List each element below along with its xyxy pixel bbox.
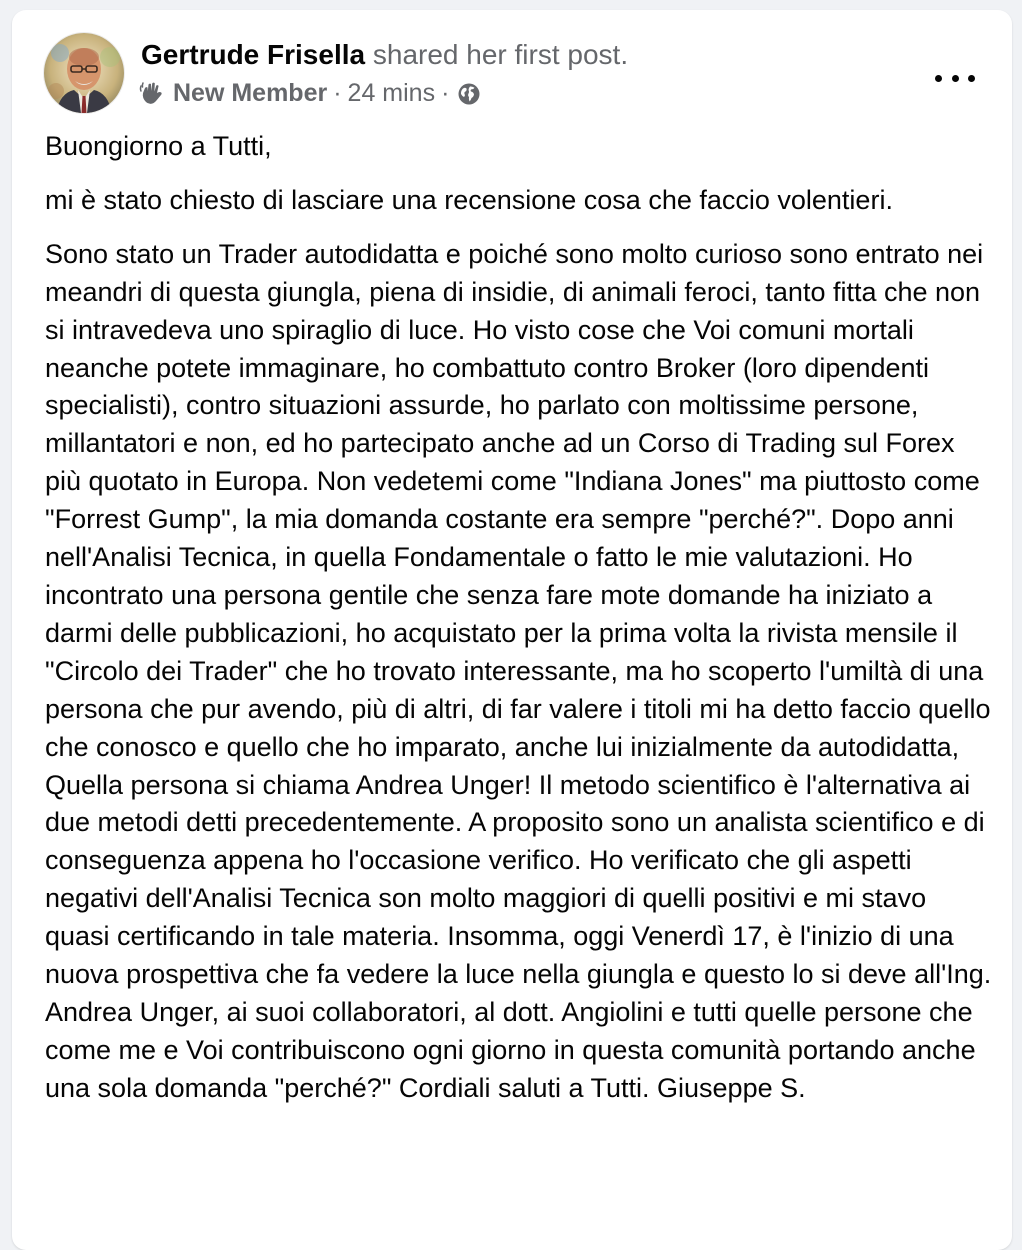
author-name[interactable]: Gertrude Frisella [141,39,366,70]
post-title-line [141,38,628,72]
waving-hand-icon [139,80,165,106]
post-card [12,10,1012,1250]
post-header [43,32,983,116]
post-paragraph: Sono stato un Trader autodidatta e poiché sono molto curioso sono entrato nei meandri di questa giungla, piena di insidie, di animali feroci, tanto fitta che non si intravedeva uno spiraglio di luce. Ho visto cose che Voi comuni mortali neanche potete immaginare, ho combattuto contro Broker (loro dipendenti specialisti), contro situazioni assurde, ho parlato con moltissime persone, millantatori e non, ed ho partecipato anche ad un Corso di Trading sul Forex più quotato in Europa. Non vedetemi come "Indiana Jones" ma piuttosto come "Forrest Gump", la mia domanda costante era sempre "perché?". Dopo anni nell'Analisi Tecnica, in quella Fondamentale o fatto le mie valutazioni. Ho incontrato una persona gentile che senza fare mote domande ha iniziato a darmi delle pubblicazioni, ho acquistato per la prima volta la rivista mensile il "Circolo dei Trader" che ho trovato interessante, ma ho scoperto l'umiltà di una persona che pur avendo, più di altri, di far valere i titoli mi ha detto faccio quello che conosco e quello che ho imparato, anche lui inizialmente da autodidatta, Quella persona si chiama Andrea Unger! Il metodo scientifico è l'alternativa ai due metodi detti precedentemente. A proposito sono un analista scientifico e di conseguenza appena ho l'occasione verifico. Ho verificato che gli aspetti negativi dell'Analisi Tecnica son molto maggiori di quelli positivi e mi stavo quasi certificando in tale materia. Insomma, oggi Venerdì 17, è l'inizio di una nuova prospettiva che fa vedere la luce nella giungla e questo lo si deve all'Ing. Andrea Unger, ai suoi collaboratori, al dott. Angiolini e tutti quelle persone che come me e Voi contribuiscono ogni giorno in questa comunità portando anche una sola domanda "perché?" Cordiali saluti a Tutti. Giuseppe S. [45,238,992,1103]
globe-icon[interactable] [457,81,481,105]
avatar-image [44,33,124,113]
post-meta [139,76,481,110]
post-paragraph: mi è stato chiesto di lasciare una recensione cosa che faccio volentieri. [45,184,893,215]
more-options-button[interactable] [935,68,975,88]
post-body [45,128,995,1108]
post-action-text: shared her first post. [372,39,629,70]
member-badge: New Member [173,79,328,107]
post-paragraph: Buongiorno a Tutti, [45,131,272,161]
more-options-icon [935,75,942,82]
separator: · [333,79,342,107]
avatar[interactable] [43,32,125,114]
separator: · [441,79,450,107]
post-timestamp[interactable]: 24 mins [347,79,436,107]
